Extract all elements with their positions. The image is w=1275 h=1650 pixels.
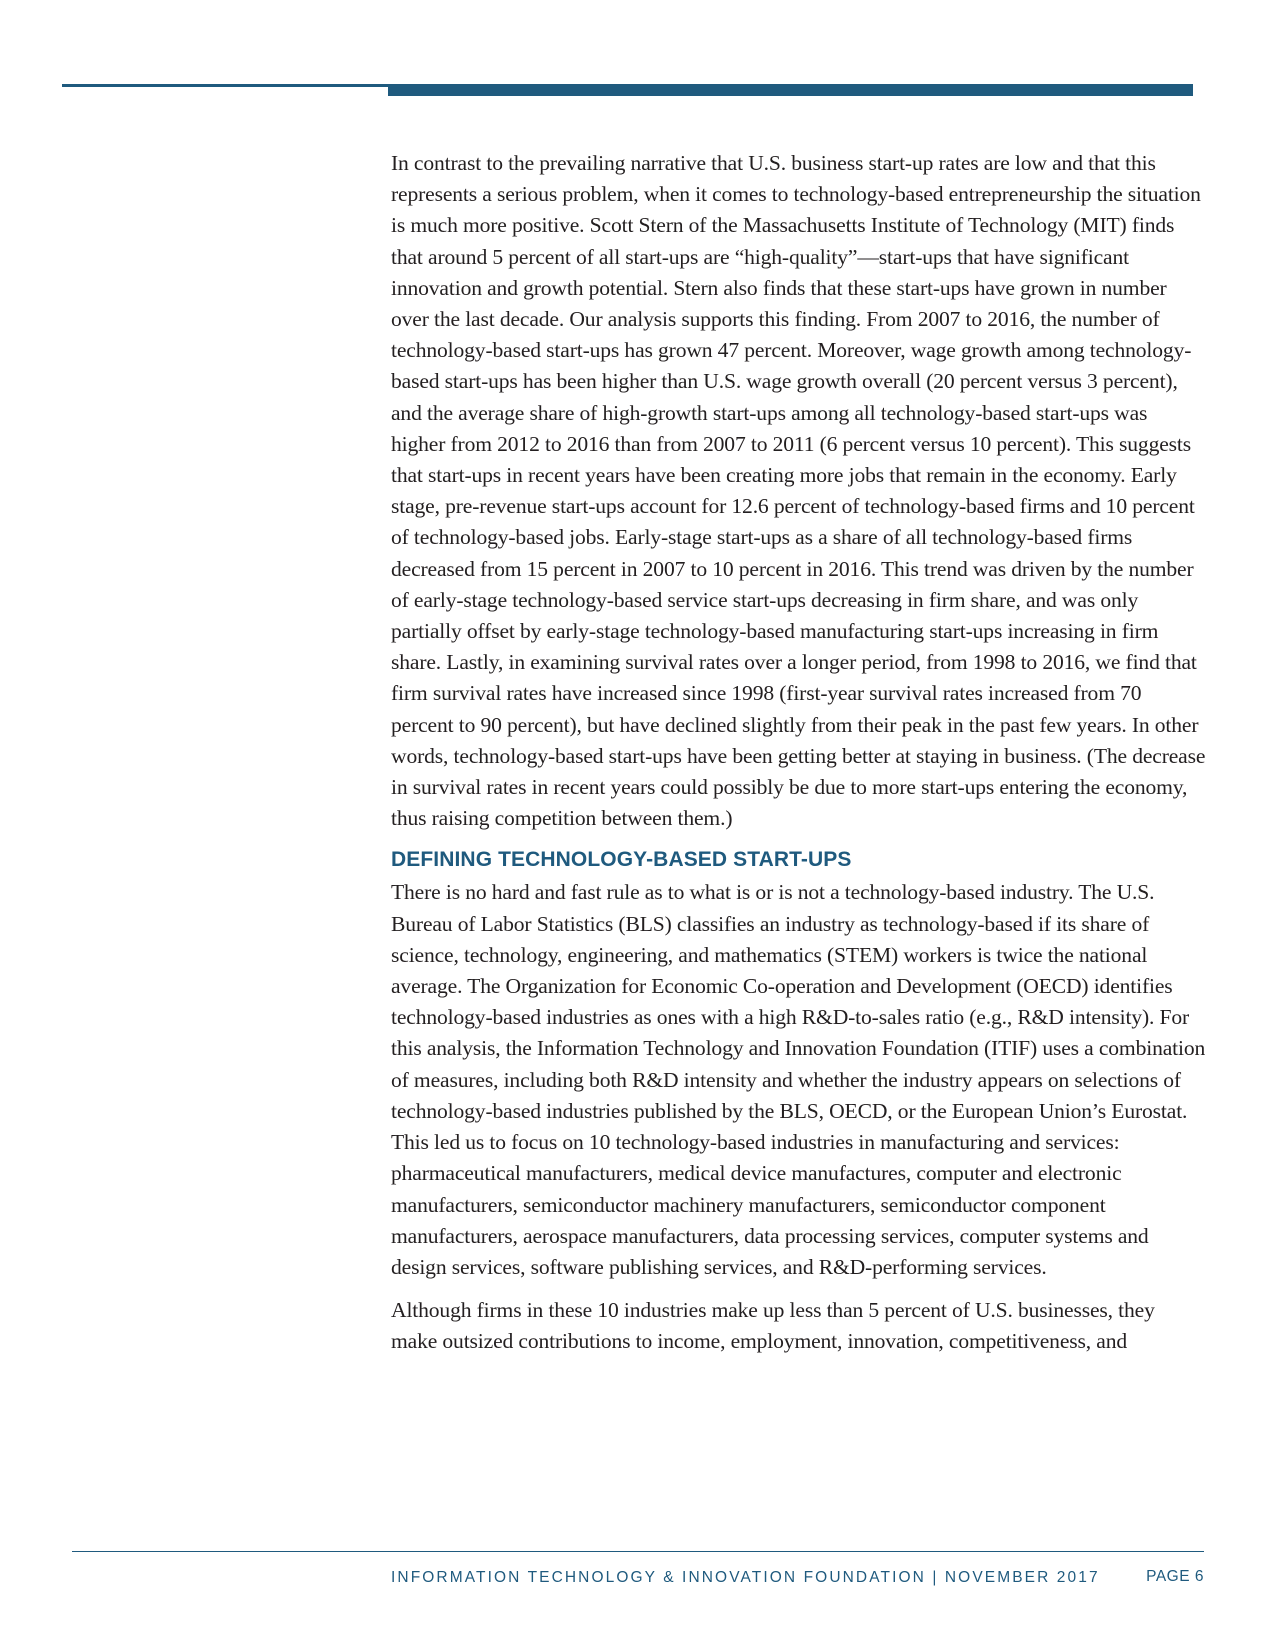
footer-publisher-date: INFORMATION TECHNOLOGY & INNOVATION FOUNDATION | NOVEMBER 2017 [391,1569,1100,1586]
paragraph-intro: In contrast to the prevailing narrative that U.S. business start-up rates are low and that this represents a serious problem, when it comes to technology-based entrepreneurship the situation is much more positive. Scott Stern of the Massachusetts Institute of Technology (MIT) finds that around 5 percent of all start-ups are “high-quality”—start-ups that have significant innovation and growth potential. Stern also finds that these start-ups have grown in number over the last decade. Our analysis supports this finding. From 2007 to 2016, the number of technology-based start-ups has grown 47 percent. Moreover, wage growth among technology-based start-ups has been higher than U.S. wage growth overall (20 percent versus 3 percent), and the average share of high-growth start-ups among all technology-based start-ups was higher from 2012 to 2016 than from 2007 to 2011 (6 percent versus 10 percent). This suggests that start-ups in recent years have been creating more jobs that remain in the economy. Early stage, pre-revenue start-ups account for 12.6 percent of technology-based firms and 10 percent of technology-based jobs. Early-stage start-ups as a share of all technology-based firms decreased from 15 percent in 2007 to 10 percent in 2016. This trend was driven by the number of early-stage technology-based service start-ups decreasing in firm share, and was only partially offset by early-stage technology-based manufacturing start-ups increasing in firm share. Lastly, in examining survival rates over a longer period, from 1998 to 2016, we find that firm survival rates have increased since 1998 (first-year survival rates increased from 70 percent to 90 percent), but have declined slightly from their peak in the past few years. In other words, technology-based start-ups have been getting better at staying in business. (The decrease in survival rates in recent years could possibly be due to more start-ups entering the economy, thus raising competition between them.) [391,151,1206,831]
page-body [391,148,1206,1370]
header-rule-thin [62,84,388,87]
section-heading: DEFINING TECHNOLOGY-BASED START-UPS [391,848,852,872]
header-rule-thick [388,84,1193,96]
paragraph-definition: There is no hard and fast rule as to what is or is not a technology-based industry. The U.S. Bureau of Labor Statistics (BLS) classifies an industry as technology-based if its share of science, technology, engineering, and mathematics (STEM) workers is twice the national average. The Organization for Economic Co-operation and Development (OECD) identifies technology-based industries as ones with a high R&D-to-sales ratio (e.g., R&D intensity). For this analysis, the Information Technology and Innovation Foundation (ITIF) uses a combination of measures, including both R&D intensity and whether the industry appears on selections of technology-based industries published by the BLS, OECD, or the European Union’s Eurostat. This led us to focus on 10 technology-based industries in manufacturing and services: pharmaceutical manufacturers, medical device manufactures, computer and electronic manufacturers, semiconductor machinery manufacturers, semiconductor component manufacturers, aerospace manufacturers, data processing services, computer systems and design services, software publishing services, and R&D-performing services. [391,880,1206,1279]
page-number: PAGE 6 [1146,1568,1204,1585]
paragraph-contributions: Although firms in these 10 industries make up less than 5 percent of U.S. businesses, they make outsized contributions to income, employment, innovation, competitiveness, and [391,1298,1155,1354]
footer-rule [72,1551,1204,1552]
